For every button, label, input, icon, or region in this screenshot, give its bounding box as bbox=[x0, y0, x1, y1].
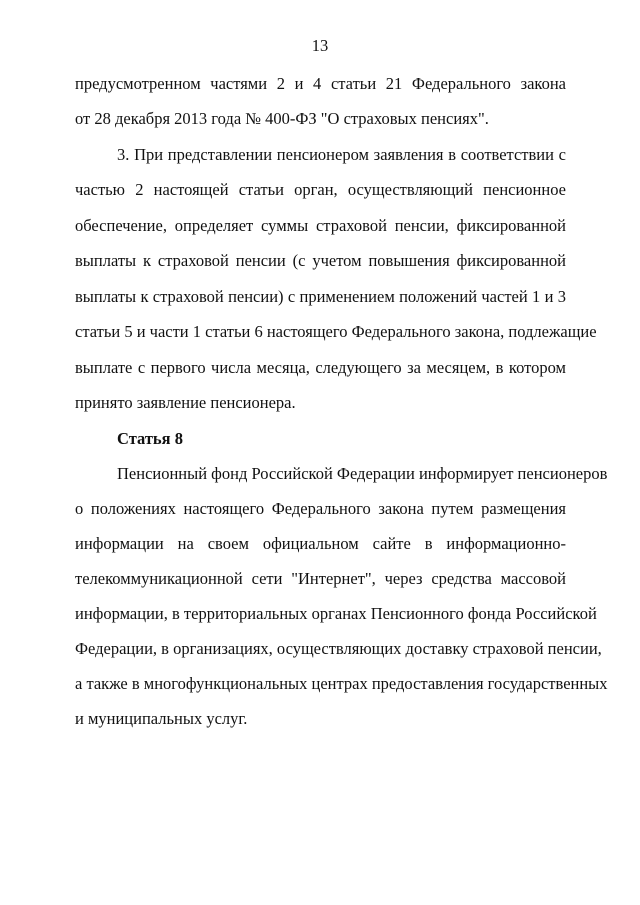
text-line: частью 2 настоящей статьи орган, осуществляющий пенсионное bbox=[75, 180, 566, 199]
article-heading: Статья 8 bbox=[117, 429, 183, 448]
text-line: предусмотренном частями 2 и 4 статьи 21 Федерального закона bbox=[75, 74, 566, 93]
text-line: обеспечение, определяет суммы страховой пенсии, фиксированной bbox=[75, 216, 566, 235]
text-line: статьи 5 и части 1 статьи 6 настоящего Федерального закона, подлежащие bbox=[75, 322, 597, 341]
text-line: принято заявление пенсионера. bbox=[75, 393, 296, 412]
text-line: а также в многофункциональных центрах предоставления государственных bbox=[75, 674, 608, 693]
text-line: о положениях настоящего Федерального закона путем размещения bbox=[75, 499, 566, 518]
text-line: выплаты к страховой пенсии (с учетом повышения фиксированной bbox=[75, 251, 566, 270]
text-line: выплаты к страховой пенсии) с применением положений частей 1 и 3 bbox=[75, 287, 566, 306]
text-line: 3. При представлении пенсионером заявления в соответствии с bbox=[117, 145, 566, 164]
text-line: Федерации, в организациях, осуществляющих доставку страховой пенсии, bbox=[75, 639, 602, 658]
text-line: Пенсионный фонд Российской Федерации информирует пенсионеров bbox=[117, 464, 608, 483]
text-line: от 28 декабря 2013 года № 400-ФЗ "О страховых пенсиях". bbox=[75, 109, 489, 128]
text-line: информации на своем официальном сайте в информационно- bbox=[75, 534, 566, 553]
text-line: информации, в территориальных органах Пенсионного фонда Российской bbox=[75, 604, 597, 623]
page-number: 13 bbox=[311, 36, 329, 55]
text-line: и муниципальных услуг. bbox=[75, 709, 248, 728]
text-line: телекоммуникационной сети "Интернет", через средства массовой bbox=[75, 569, 566, 588]
text-line: выплате с первого числа месяца, следующего за месяцем, в котором bbox=[75, 358, 566, 377]
